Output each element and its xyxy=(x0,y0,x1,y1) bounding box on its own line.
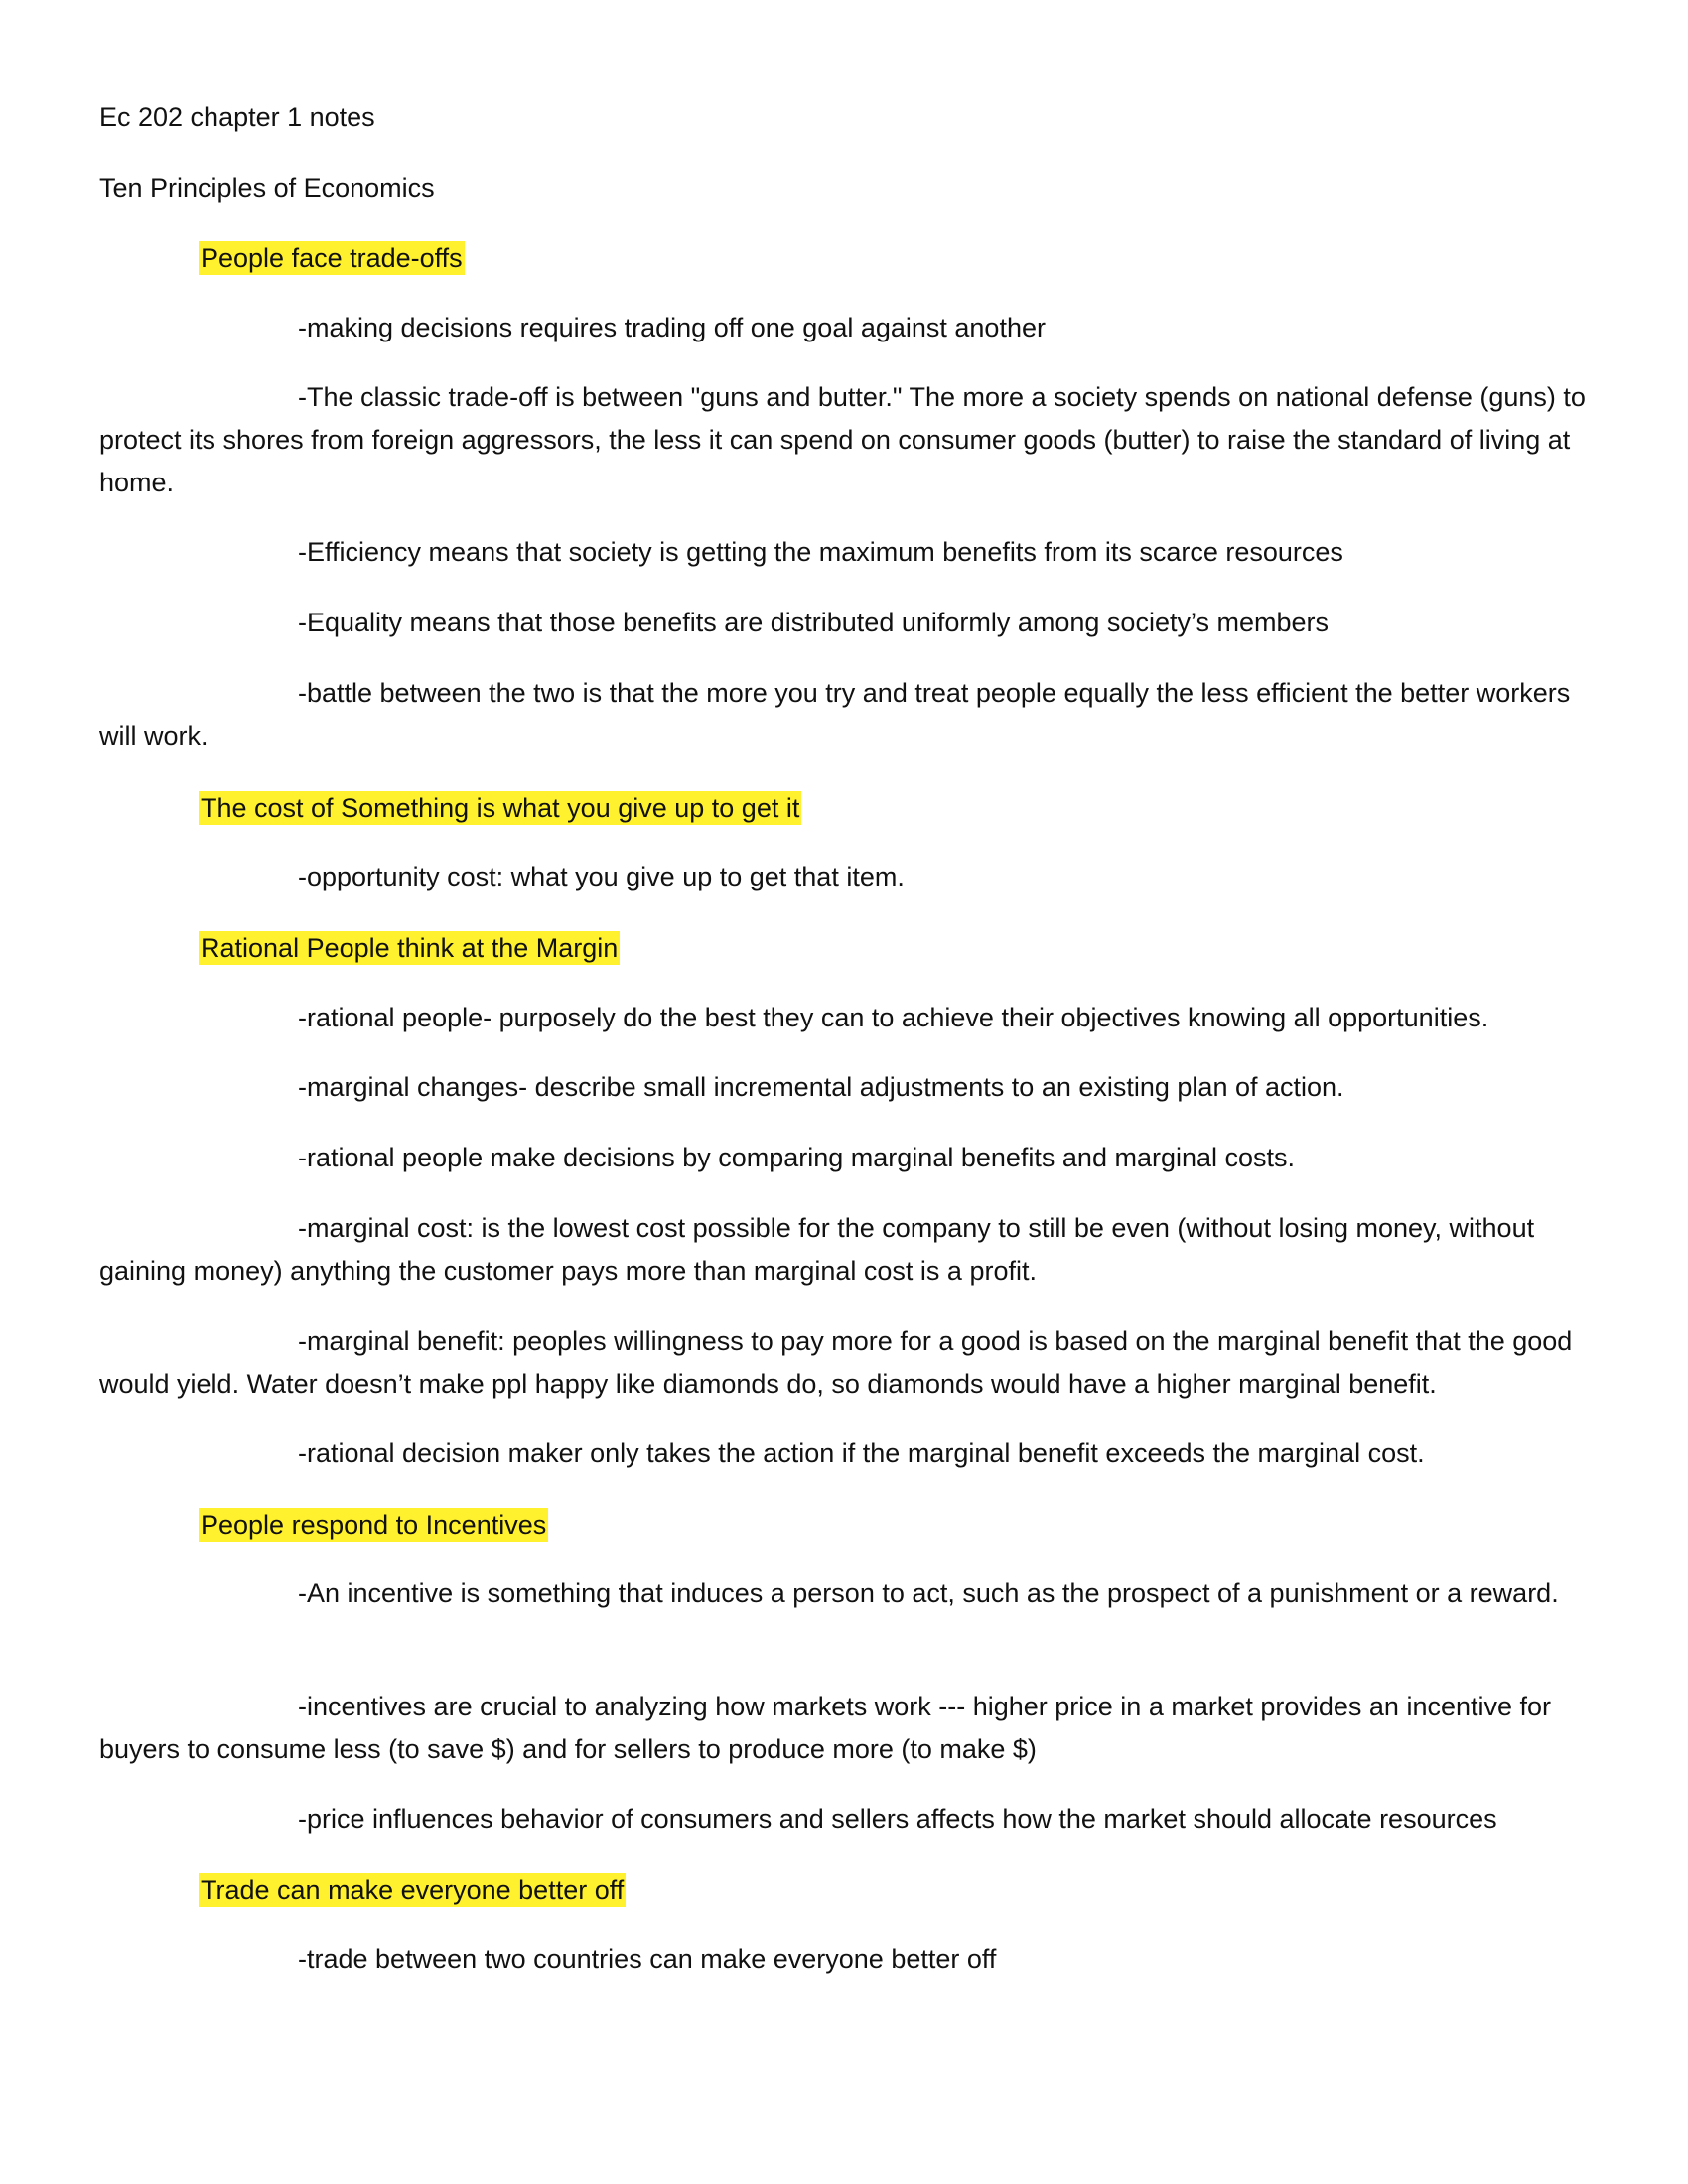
highlighted-heading: The cost of Something is what you give up to get it xyxy=(201,793,800,823)
section-heading xyxy=(199,1873,1688,1907)
note-paragraph: -Equality means that those benefits are distributed uniformly among society’s members xyxy=(298,608,1329,637)
section-heading xyxy=(199,1508,1688,1542)
note-paragraph: -marginal benefit: peoples willingness to pay more for a good is based on the marginal benefit that the good would yield. Water doesn’t make ppl happy like diamonds do, so diamonds would have a higher marginal benefit. xyxy=(99,1326,1573,1399)
highlighted-heading: Trade can make everyone better off xyxy=(201,1875,625,1905)
section-heading xyxy=(199,931,1688,965)
section-heading xyxy=(199,791,1688,825)
note-paragraph: -battle between the two is that the more you try and treat people equally the less efficient the better workers will work. xyxy=(99,678,1571,751)
note-paragraph: -rational decision maker only takes the action if the marginal benefit exceeds the marginal cost. xyxy=(298,1438,1425,1468)
section-heading xyxy=(199,241,1688,275)
note-paragraph: -price influences behavior of consumers and sellers affects how the market should allocate resources xyxy=(298,1804,1497,1834)
highlighted-heading: Rational People think at the Margin xyxy=(201,933,619,963)
note-paragraph: -The classic trade-off is between "guns and butter." The more a society spends on national defense (guns) to protect its shores from foreign aggressors, the less it can spend on consumer goods (butter) to raise the standard of living at home. xyxy=(99,382,1586,497)
note-paragraph: -marginal cost: is the lowest cost possible for the company to still be even (without losing money, without gaining money) anything the customer pays more than marginal cost is a profit. xyxy=(99,1213,1535,1286)
note-paragraph: -marginal changes- describe small incremental adjustments to an existing plan of action. xyxy=(298,1072,1344,1102)
note-paragraph: -making decisions requires trading off one goal against another xyxy=(298,313,1046,342)
note-paragraph: -trade between two countries can make everyone better off xyxy=(298,1944,997,1974)
note-paragraph: -Efficiency means that society is getting the maximum benefits from its scarce resources xyxy=(298,537,1343,567)
note-paragraph: -rational people make decisions by comparing marginal benefits and marginal costs. xyxy=(298,1143,1296,1172)
note-paragraph: -opportunity cost: what you give up to get that item. xyxy=(298,862,905,891)
note-paragraph: -incentives are crucial to analyzing how markets work --- higher price in a market provides an incentive for buyers to consume less (to save $) and for sellers to produce more (to make $) xyxy=(99,1692,1552,1764)
highlighted-heading: People respond to Incentives xyxy=(201,1510,547,1540)
document-title: Ec 202 chapter 1 notes xyxy=(99,102,375,132)
note-paragraph: -rational people- purposely do the best they can to achieve their objectives knowing all opportunities. xyxy=(298,1003,1489,1032)
highlighted-heading: People face trade-offs xyxy=(201,243,463,273)
document-subtitle: Ten Principles of Economics xyxy=(99,173,435,203)
note-paragraph: -An incentive is something that induces a person to act, such as the prospect of a punishment or a reward. xyxy=(298,1578,1559,1608)
